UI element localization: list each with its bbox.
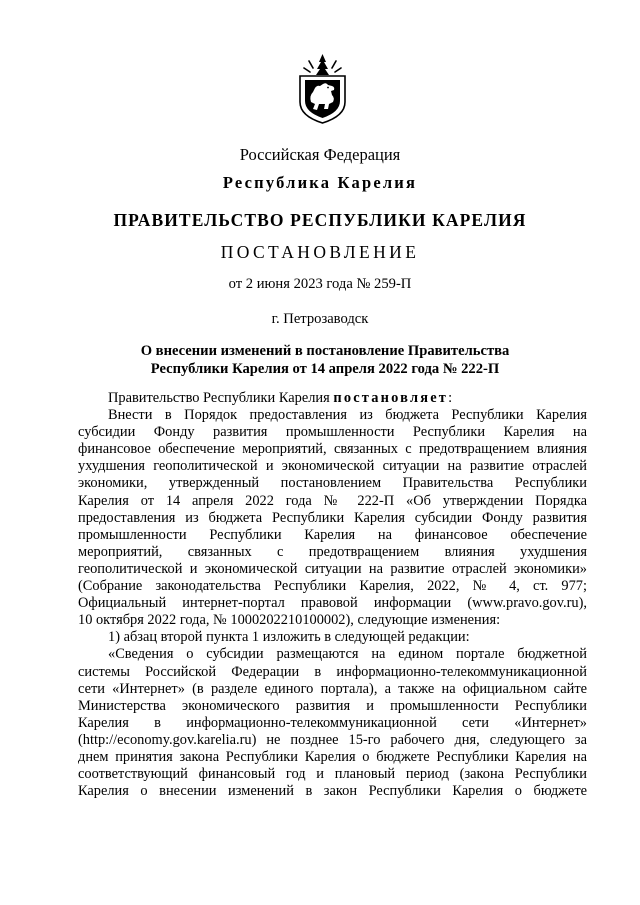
- document-body: [78, 390, 587, 800]
- body-line: (Собрание законодательства Республики Карелия, 2022, № 4, ст. 977;: [78, 578, 587, 595]
- republic-name: Республика Карелия: [222, 173, 418, 192]
- government-name: ПРАВИТЕЛЬСТВО РЕСПУБЛИКИ КАРЕЛИЯ: [113, 210, 527, 230]
- body-line: геополитической и экономической ситуации на развитие отраслей экономики»: [78, 560, 587, 577]
- subject-line: О внесении изменений в постановление Правительства: [140, 343, 510, 359]
- document-city: г. Петрозаводск: [271, 311, 369, 327]
- resolve-suffix: :: [448, 390, 453, 406]
- resolve-word: постановляет: [333, 390, 449, 406]
- body-line: промышленности Республики Карелия на финансовое обеспечение: [78, 526, 587, 543]
- body-line: предоставления из бюджета Республики Карелия субсидии Фонду развития: [78, 509, 587, 526]
- subject-line: Республики Карелия от 14 апреля 2022 года № 222-П: [150, 360, 500, 377]
- body-line: системы Российской Федерации в информационно-телекоммуникационной: [78, 663, 587, 680]
- document-type: ПОСТАНОВЛЕНИЕ: [220, 242, 420, 262]
- body-line: финансовое обеспечение мероприятий, связанных с предотвращением влияния: [78, 441, 587, 458]
- body-line: мероприятий, связанных с предотвращением влияния ухудшения: [78, 543, 587, 560]
- body-line: (http://economy.gov.karelia.ru) не позднее 15-го рабочего дня, следующего за: [78, 731, 587, 748]
- body-line: Официальный интернет-портал правовой информации (www.pravo.gov.ru),: [78, 595, 587, 612]
- body-line: Карелия в информационно-телекоммуникационной сети «Интернет»: [78, 714, 587, 731]
- body-line: ухудшения геополитической и экономической ситуации на развитие отраслей: [78, 458, 587, 475]
- body-line: экономики, утвержденный постановлением Правительства Республики: [78, 475, 587, 492]
- karelia-coat-of-arms-icon: [295, 52, 350, 125]
- body-line: Карелия от 14 апреля 2022 года № 222-П «Об утверждении Порядка: [78, 492, 587, 509]
- body-line: Внести в Порядок предоставления из бюджета Республики Карелия: [108, 407, 587, 424]
- body-line: 10 октября 2022 года, № 1000202210100002), следующие изменения:: [78, 612, 501, 629]
- country-name: Российская Федерация: [239, 145, 401, 164]
- document-date-number: от 2 июня 2023 года № 259-П: [228, 276, 412, 292]
- body-line: днем принятия закона Республики Карелия о бюджете Республики Карелия на: [78, 748, 587, 765]
- amendment-item: 1) абзац второй пункта 1 изложить в следующей редакции:: [108, 629, 470, 646]
- body-line: субсидии Фонду развития промышленности Республики Карелия на: [78, 424, 587, 441]
- document-subject: [80, 343, 570, 378]
- resolve-paragraph: [78, 390, 587, 407]
- body-line: соответствующий финансовый год и плановый период (закона Республики: [78, 766, 587, 783]
- body-line: Карелия о внесении изменений в закон Республики Карелия о бюджете: [78, 783, 587, 800]
- body-line: Министерства экономического развития и промышленности Республики: [78, 697, 587, 714]
- body-line: сети «Интернет» (в разделе единого портала), а также на официальном сайте: [78, 680, 587, 697]
- body-line: «Сведения о субсидии размещаются на едином портале бюджетной: [108, 646, 587, 663]
- resolve-prefix: Правительство Республики Карелия: [108, 390, 334, 406]
